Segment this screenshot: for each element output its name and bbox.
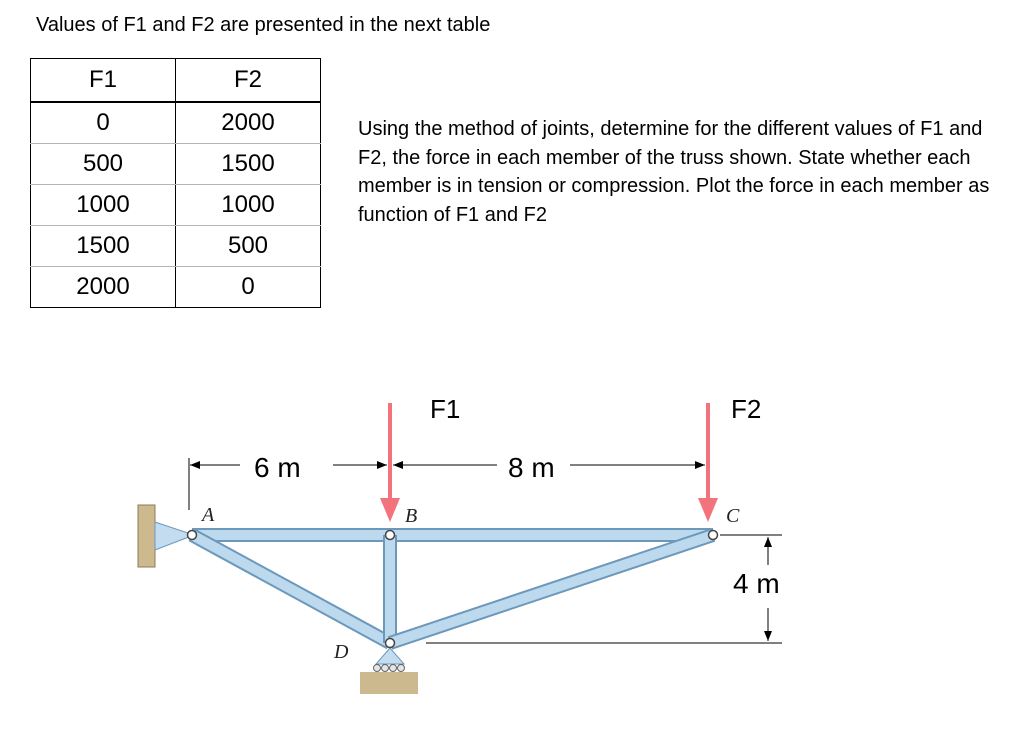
wall-block — [138, 505, 155, 567]
cell-f1: 0 — [31, 102, 176, 144]
label-joint-a: A — [202, 504, 215, 526]
label-f2: F2 — [731, 394, 762, 424]
cell-f2: 2000 — [176, 102, 321, 144]
roller-support — [360, 648, 418, 694]
wall-support — [138, 505, 194, 567]
roller — [382, 665, 389, 672]
cell-f1: 1000 — [31, 185, 176, 226]
ground-block — [360, 672, 418, 694]
f2-arrow-shaft — [706, 403, 710, 500]
cell-f2: 500 — [176, 226, 321, 267]
f1-arrow-head — [380, 498, 400, 522]
f1-arrow-shaft — [388, 403, 392, 500]
support-triangle — [376, 648, 404, 664]
pin-a — [188, 531, 197, 540]
label-joint-b: B — [405, 505, 418, 527]
pin-d — [386, 639, 395, 648]
header-f1: F1 — [31, 59, 176, 103]
pin-c — [709, 531, 718, 540]
roller — [398, 665, 405, 672]
label-joint-d: D — [334, 641, 349, 663]
cell-f1: 2000 — [31, 267, 176, 308]
dimension-label-height: 4 m — [733, 568, 780, 599]
member-cd-fill — [390, 535, 713, 643]
pin-b — [386, 531, 395, 540]
cell-f1: 500 — [31, 144, 176, 185]
cell-f2: 0 — [176, 267, 321, 308]
dimension-label-ab: 6 m — [254, 452, 301, 483]
cell-f2: 1500 — [176, 144, 321, 185]
problem-statement: Using the method of joints, determine for the different values of F1 and F2, the force in each member of the truss shown. State whether each member is in tension or compression. Plot the force in each member as function of F1 and F2 — [358, 118, 990, 226]
label-joint-c: C — [726, 505, 740, 527]
f2-arrow-head — [698, 498, 718, 522]
label-f1: F1 — [430, 394, 461, 424]
joint-pins — [188, 531, 718, 648]
load-arrow-f1 — [380, 403, 400, 522]
member-ad-fill — [192, 535, 390, 643]
dimension-height — [426, 535, 782, 643]
roller — [390, 665, 397, 672]
cell-f1: 1500 — [31, 226, 176, 267]
dimension-bc — [393, 452, 705, 483]
dimension-label-bc: 8 m — [508, 452, 555, 483]
load-arrow-f2 — [698, 403, 718, 522]
truss-members — [192, 535, 713, 643]
intro-text: Values of F1 and F2 are presented in the next table — [36, 14, 491, 36]
roller — [374, 665, 381, 672]
cell-f2: 1000 — [176, 185, 321, 226]
dimension-ab — [189, 452, 387, 510]
header-f2: F2 — [176, 59, 321, 103]
